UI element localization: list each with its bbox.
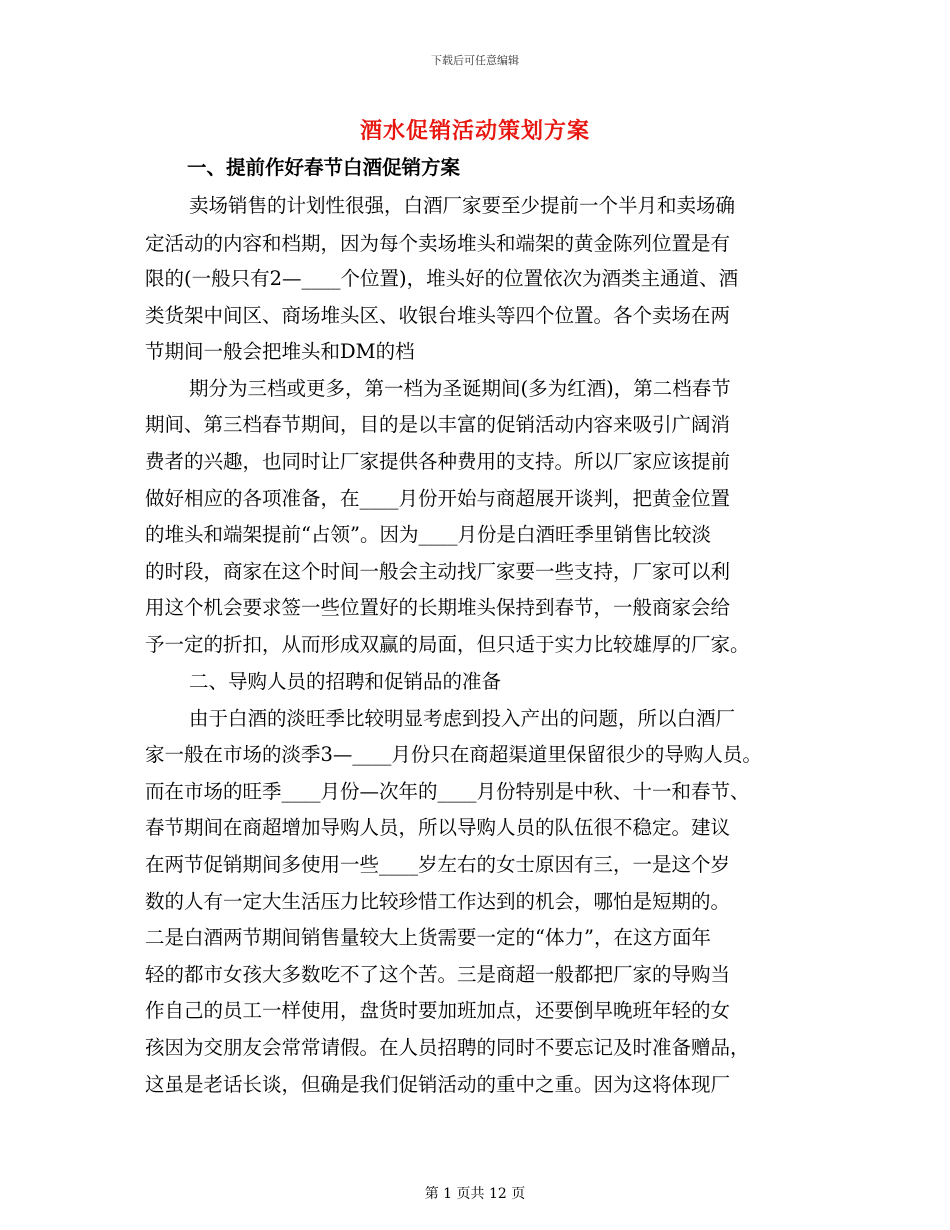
body-line: 用这个机会要求签一些位置好的长期堆头保持到春节，一般商家会给	[145, 596, 731, 619]
body-line: 卖场销售的计划性很强，白酒厂家要至少提前一个半月和卖场确	[189, 194, 736, 217]
body-line: 期分为三档或更多，第一档为圣诞期间(多为红酒)，第二档春节	[189, 377, 731, 400]
body-line: 在两节促销期间多使用一些____岁左右的女士原因有三，一是这个岁	[145, 853, 731, 876]
body-line: 费者的兴趣，也同时让厂家提供各种费用的支持。所以厂家应该提前	[145, 450, 731, 473]
body-line: 这虽是老话长谈，但确是我们促销活动的重中之重。因为这将体现厂	[145, 1073, 731, 1096]
body-line: 作自己的员工一样使用，盘货时要加班加点，还要倒早晚班年轻的女	[145, 999, 731, 1022]
body-line: 二是白酒两节期间销售量较大上货需要一定的“体力”，在这方面年	[145, 926, 711, 949]
body-line: 由于白酒的淡旺季比较明显考虑到投入产出的问题，所以白酒厂	[189, 707, 736, 730]
body-line: 做好相应的各项准备，在____月份开始与商超展开谈判，把黄金位置	[145, 487, 731, 510]
body-line: 春节期间在商超增加导购人员，所以导购人员的队伍很不稳定。建议	[145, 816, 731, 839]
body-line: 轻的都市女孩大多数吃不了这个苦。三是商超一般都把厂家的导购当	[145, 963, 731, 986]
body-line: 孩因为交朋友会常常请假。在人员招聘的同时不要忘记及时准备赠品，	[145, 1036, 750, 1059]
body-line: 的时段，商家在这个时间一般会主动找厂家要一些支持，厂家可以利	[145, 560, 731, 583]
body-line: 类货架中间区、商场堆头区、收银台堆头等四个位置。各个卖场在两	[145, 304, 731, 327]
body-line: 定活动的内容和档期，因为每个卖场堆头和端架的黄金陈列位置是有	[145, 232, 731, 255]
body-line: 限的(一般只有2—____个位置)，堆头好的位置依次为酒类主通道、酒	[145, 267, 739, 290]
body-line: 予一定的折扣，从而形成双赢的局面，但只适于实力比较雄厚的厂家。	[145, 633, 750, 656]
document-title: 酒水促销活动策划方案	[359, 118, 590, 144]
body-line: 的堆头和端架提前“占领”。因为____月份是白酒旺季里销售比较淡	[145, 523, 711, 546]
section-heading-2: 二、导购人员的招聘和促销品的准备	[189, 670, 502, 693]
body-line: 期间、第三档春节期间，目的是以丰富的促销活动内容来吸引广阔消	[145, 413, 731, 436]
page-number-footer: 第 1 页共 12 页	[424, 1186, 526, 1202]
body-line: 节期间一般会把堆头和DM的档	[145, 340, 415, 363]
body-line: 数的人有一定大生活压力比较珍惜工作达到的机会，哪怕是短期的。	[145, 890, 731, 913]
page-header-note: 下载后可任意编辑	[431, 54, 519, 67]
section-heading-1: 一、提前作好春节白酒促销方案	[187, 156, 461, 179]
body-line: 而在市场的旺季____月份—次年的____月份特别是中秋、十一和春节、	[145, 780, 750, 803]
body-line: 家一般在市场的淡季3—____月份只在商超渠道里保留很少的导购人员。	[145, 743, 762, 766]
